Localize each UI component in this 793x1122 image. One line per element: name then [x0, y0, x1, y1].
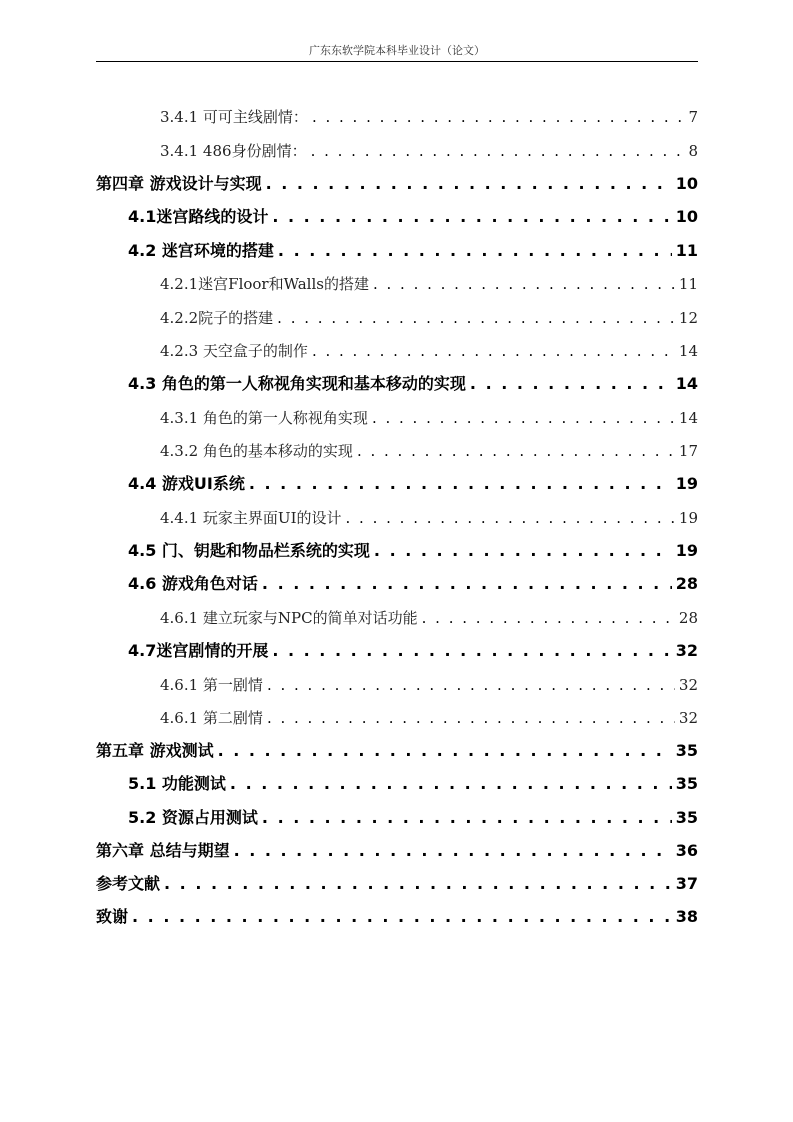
toc-entry-label: 4.5 门、钥匙和物品栏系统的实现: [128, 541, 370, 560]
toc-entry[interactable]: [160, 406, 698, 430]
toc-entry-label: 4.6.1 建立玩家与NPC的简单对话功能: [160, 609, 418, 627]
dot-leader: [267, 673, 675, 697]
toc-entry-label: 4.4 游戏UI系统: [128, 474, 245, 493]
dot-leader: [272, 639, 671, 663]
toc-entry-label: 4.2.3 天空盒子的制作: [160, 342, 308, 360]
toc-entry[interactable]: [160, 272, 698, 296]
toc-entry-label: 3.4.1 486身份剧情：: [160, 142, 307, 160]
toc-entry-label: 4.2.1迷宫Floor和Walls的搭建: [160, 275, 369, 293]
dot-leader: [346, 506, 675, 530]
toc-entry-page: 38: [675, 907, 698, 926]
toc-entry[interactable]: [128, 806, 698, 830]
toc-entry[interactable]: [160, 706, 698, 730]
dot-leader: [272, 205, 671, 229]
toc-entry[interactable]: [160, 439, 698, 463]
toc-entry-page: 7: [688, 108, 698, 126]
dot-leader: [267, 706, 675, 730]
toc-entry[interactable]: [160, 506, 698, 530]
toc-entry-label: 5.2 资源占用测试: [128, 808, 258, 827]
toc-entry-page: 14: [678, 342, 698, 360]
toc-entry-page: 19: [678, 509, 698, 527]
toc-entry-label: 4.3.2 角色的基本移动的实现: [160, 442, 353, 460]
dot-leader: [132, 905, 672, 929]
dot-leader: [266, 172, 672, 196]
toc-entry[interactable]: [128, 205, 698, 229]
page-header: 广东东软学院本科毕业设计（论文）: [309, 44, 485, 57]
dot-leader: [262, 572, 672, 596]
toc-entry[interactable]: [128, 472, 698, 496]
toc-entry-chapter[interactable]: [96, 872, 698, 896]
toc-entry-label: 4.2.2院子的搭建: [160, 309, 274, 327]
toc-entry-label: 参考文献: [96, 874, 161, 893]
toc-entry-label: 4.6.1 第二剧情: [160, 709, 263, 727]
toc-entry[interactable]: [160, 606, 698, 630]
toc-entry-label: 4.3 角色的第一人称视角实现和基本移动的实现: [128, 374, 466, 393]
toc-entry[interactable]: [128, 639, 698, 663]
dot-leader: [234, 839, 672, 863]
toc-entry-page: 10: [675, 207, 698, 226]
toc-entry-label: 4.7迷宫剧情的开展: [128, 641, 269, 660]
toc-entry-label: 3.4.1 可可主线剧情：: [160, 108, 308, 126]
toc-entry-page: 11: [678, 275, 698, 293]
dot-leader: [422, 606, 675, 630]
toc-entry-page: 14: [678, 409, 698, 427]
toc-entry-page: 14: [675, 374, 698, 393]
toc-entry-chapter[interactable]: [96, 839, 698, 863]
toc-entry-chapter[interactable]: [96, 739, 698, 763]
toc-entry-label: 4.6.1 第一剧情: [160, 676, 263, 694]
toc-entry-page: 28: [675, 574, 698, 593]
toc-entry[interactable]: [128, 539, 698, 563]
toc-entry[interactable]: [160, 339, 698, 363]
dot-leader: [277, 306, 675, 330]
dot-leader: [374, 539, 672, 563]
toc-entry-chapter[interactable]: [96, 172, 698, 196]
toc-entry-page: 32: [678, 676, 698, 694]
dot-leader: [311, 139, 685, 163]
dot-leader: [262, 806, 672, 830]
toc-entry-page: 32: [678, 709, 698, 727]
toc-entry-page: 12: [678, 309, 698, 327]
toc-entry[interactable]: [128, 772, 698, 796]
toc-entry-label: 第四章 游戏设计与实现: [96, 174, 262, 193]
toc-entry-label: 4.1迷宫路线的设计: [128, 207, 269, 226]
dot-leader: [372, 406, 675, 430]
toc-entry-label: 4.2 迷宫环境的搭建: [128, 241, 274, 260]
dot-leader: [230, 772, 672, 796]
toc-entry-page: 19: [675, 541, 698, 560]
toc-entry-page: 19: [675, 474, 698, 493]
toc-entry-label: 4.3.1 角色的第一人称视角实现: [160, 409, 368, 427]
toc-entry-page: 35: [675, 808, 698, 827]
dot-leader: [470, 372, 672, 396]
toc-entry-label: 致谢: [96, 907, 129, 926]
toc-entry[interactable]: [160, 105, 698, 129]
toc-entry-page: 17: [678, 442, 698, 460]
toc-entry-page: 11: [675, 241, 698, 260]
toc-entry[interactable]: [128, 572, 698, 596]
toc-entry-page: 35: [675, 741, 698, 760]
toc-entry-chapter[interactable]: [96, 905, 698, 929]
toc-entry-page: 37: [675, 874, 698, 893]
toc-entry-page: 28: [678, 609, 698, 627]
toc-entry[interactable]: [160, 673, 698, 697]
dot-leader: [164, 872, 672, 896]
toc-entry-page: 8: [688, 142, 698, 160]
dot-leader: [249, 472, 672, 496]
toc-entry-page: 35: [675, 774, 698, 793]
toc-entry-label: 4.6 游戏角色对话: [128, 574, 258, 593]
toc-entry-page: 32: [675, 641, 698, 660]
toc-entry-label: 5.1 功能测试: [128, 774, 226, 793]
toc-entry[interactable]: [160, 306, 698, 330]
dot-leader: [312, 339, 675, 363]
toc-entry-label: 第五章 游戏测试: [96, 741, 214, 760]
toc-entry[interactable]: [128, 372, 698, 396]
dot-leader: [278, 239, 672, 263]
header-rule: [96, 61, 698, 62]
dot-leader: [373, 272, 675, 296]
dot-leader: [357, 439, 675, 463]
toc-entry[interactable]: [128, 239, 698, 263]
dot-leader: [312, 105, 685, 129]
toc-entry[interactable]: [160, 139, 698, 163]
toc-entry-page: 36: [675, 841, 698, 860]
toc-entry-label: 第六章 总结与期望: [96, 841, 230, 860]
toc-entry-page: 10: [675, 174, 698, 193]
dot-leader: [218, 739, 672, 763]
toc-entry-label: 4.4.1 玩家主界面UI的设计: [160, 509, 342, 527]
